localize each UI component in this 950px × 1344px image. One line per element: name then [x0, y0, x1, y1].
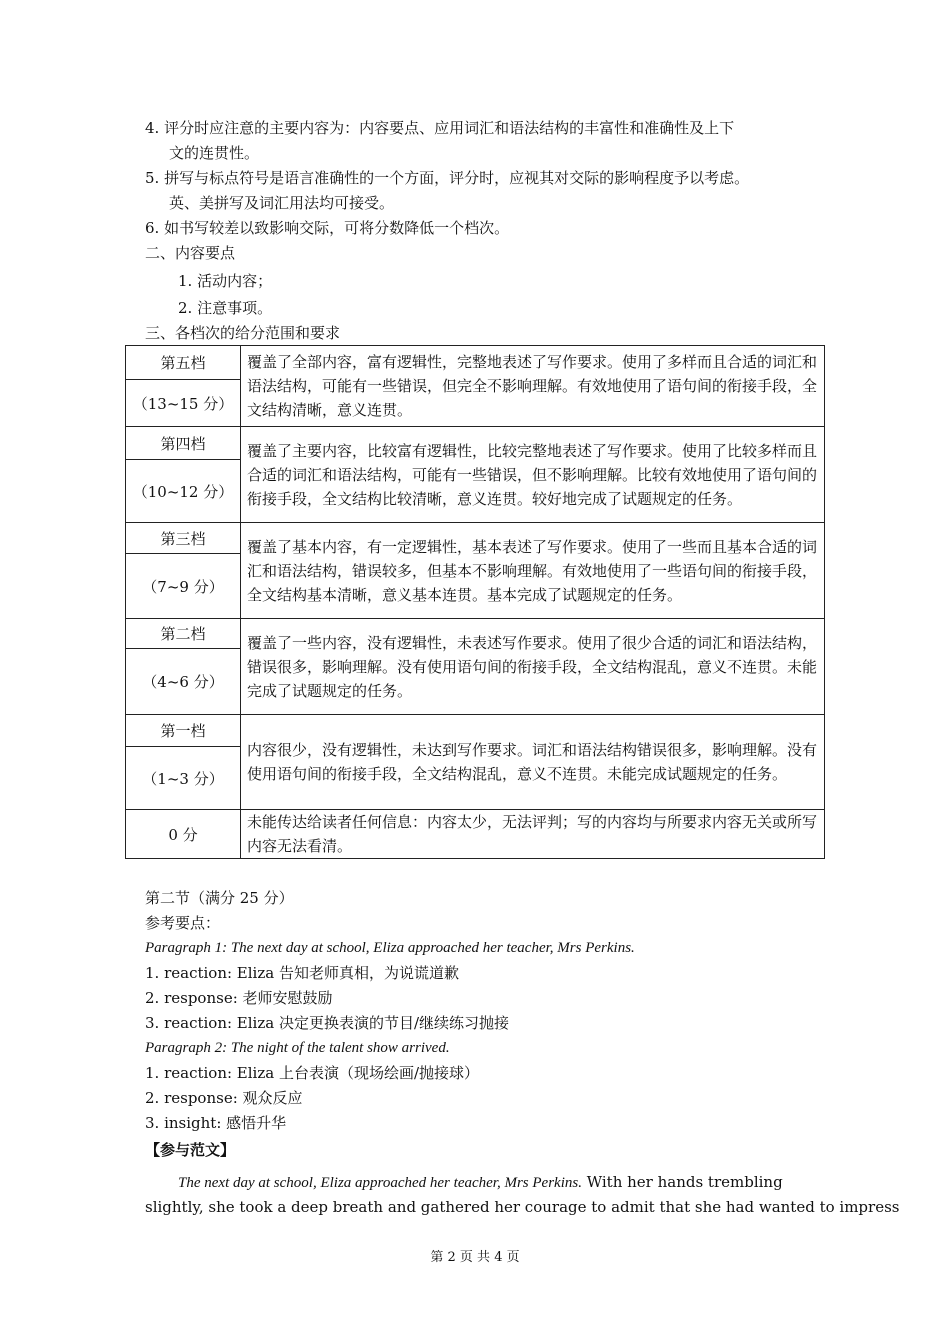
table-row [126, 346, 825, 380]
sample-heading: 【参与范文】 [145, 1141, 236, 1159]
rule-5-cont: 英、美拼写及词汇用法均可接受。 [169, 194, 395, 212]
grade-desc: 覆盖了主要内容，比较富有逻辑性，比较完整地表述了写作要求。使用了比较多样而且合适的词汇和语法结构，可能有一些错误，但不影响理解。比较有效地使用了语句间的衔接手段，全文结构比较清晰，意义连贯。较好地完成了试题规定的任务。 [241, 427, 825, 523]
rule-6: 6. 如书写较差以致影响交际，可将分数降低一个档次。 [145, 219, 510, 237]
grade-name: 第五档 [126, 346, 241, 380]
grade-desc: 覆盖了基本内容，有一定逻辑性，基本表述了写作要求。使用了一些而且基本合适的词汇和语法结构，错误较多，但基本不影响理解。有效地使用了一些语句间的衔接手段，全文结构基本清晰，意义基本连贯。基本完成了试题规定的任务。 [241, 523, 825, 619]
table-row [126, 619, 825, 649]
table-row [126, 523, 825, 554]
section2-heading: 二、内容要点 [145, 244, 236, 262]
point-1: 1. 活动内容； [178, 272, 273, 290]
grade-table [125, 345, 825, 859]
grade-zero: 0 分 [126, 810, 241, 859]
sample-line-1 [178, 1172, 783, 1193]
table-row [126, 715, 825, 747]
grade-name: 第一档 [126, 715, 241, 747]
table-row [126, 427, 825, 460]
part2-title: 第二节（满分 25 分） [145, 889, 294, 907]
para2-item-3: 3. insight: 感悟升华 [145, 1114, 287, 1132]
para2-item-2: 2. response: 观众反应 [145, 1089, 303, 1107]
grade-desc: 内容很少，没有逻辑性，未达到写作要求。词汇和语法结构错误很多，影响理解。没有使用语句间的衔接手段，全文结构混乱，意义不连贯。未能完成试题规定的任务。 [241, 715, 825, 810]
grade-range: （10~12 分） [126, 460, 241, 523]
rule-4-cont: 文的连贯性。 [169, 144, 260, 162]
sample-rest: With her hands trembling [581, 1173, 783, 1191]
grade-zero-desc: 未能传达给读者任何信息：内容太少，无法评判；写的内容均与所要求内容无关或所写内容无法看清。 [241, 810, 825, 859]
grade-range: （7~9 分） [126, 554, 241, 619]
para1-item-3: 3. reaction: Eliza 决定更换表演的节目/继续练习抛接 [145, 1014, 510, 1032]
sample-line-2: slightly, she took a deep breath and gathered her courage to admit that she had wanted to impress [145, 1198, 900, 1216]
table-row [126, 810, 825, 859]
grade-desc: 覆盖了全部内容，富有逻辑性，完整地表述了写作要求。使用了多样而且合适的词汇和语法结构，可能有一些错误，但完全不影响理解。有效地使用了语句间的衔接手段，全文结构清晰，意义连贯。 [241, 346, 825, 427]
section3-heading: 三、各档次的给分范围和要求 [145, 324, 341, 342]
grade-name: 第四档 [126, 427, 241, 460]
rule-4: 4. 评分时应注意的主要内容为：内容要点、应用词汇和语法结构的丰富性和准确性及上下 [145, 119, 735, 137]
grade-range: （1~3 分） [126, 747, 241, 810]
grade-range: （13~15 分） [126, 380, 241, 427]
para2-item-1: 1. reaction: Eliza 上台表演（现场绘画/抛接球） [145, 1064, 480, 1082]
para1-item-2: 2. response: 老师安慰鼓励 [145, 989, 333, 1007]
ref-label: 参考要点： [145, 914, 221, 932]
para1-item-1: 1. reaction: Eliza 告知老师真相，为说谎道歉 [145, 964, 459, 982]
grade-range: （4~6 分） [126, 649, 241, 715]
paragraph1-prompt: Paragraph 1: The next day at school, Eliza approached her teacher, Mrs Perkins. [145, 940, 635, 956]
grade-name: 第二档 [126, 619, 241, 649]
page-footer: 第 2 页 共 4 页 [430, 1250, 520, 1265]
paragraph2-prompt: Paragraph 2: The night of the talent show arrived. [145, 1040, 450, 1056]
point-2: 2. 注意事项。 [178, 299, 273, 317]
grade-desc: 覆盖了一些内容，没有逻辑性，未表述写作要求。使用了很少合适的词汇和语法结构，错误很多，影响理解。没有使用语句间的衔接手段，全文结构混乱，意义不连贯。未能完成了试题规定的任务。 [241, 619, 825, 715]
sample-italic: The next day at school, Eliza approached her teacher, Mrs Perkins. [178, 1175, 582, 1191]
grade-name: 第三档 [126, 523, 241, 554]
rule-5: 5. 拼写与标点符号是语言准确性的一个方面，评分时，应视其对交际的影响程度予以考虑。 [145, 169, 750, 187]
